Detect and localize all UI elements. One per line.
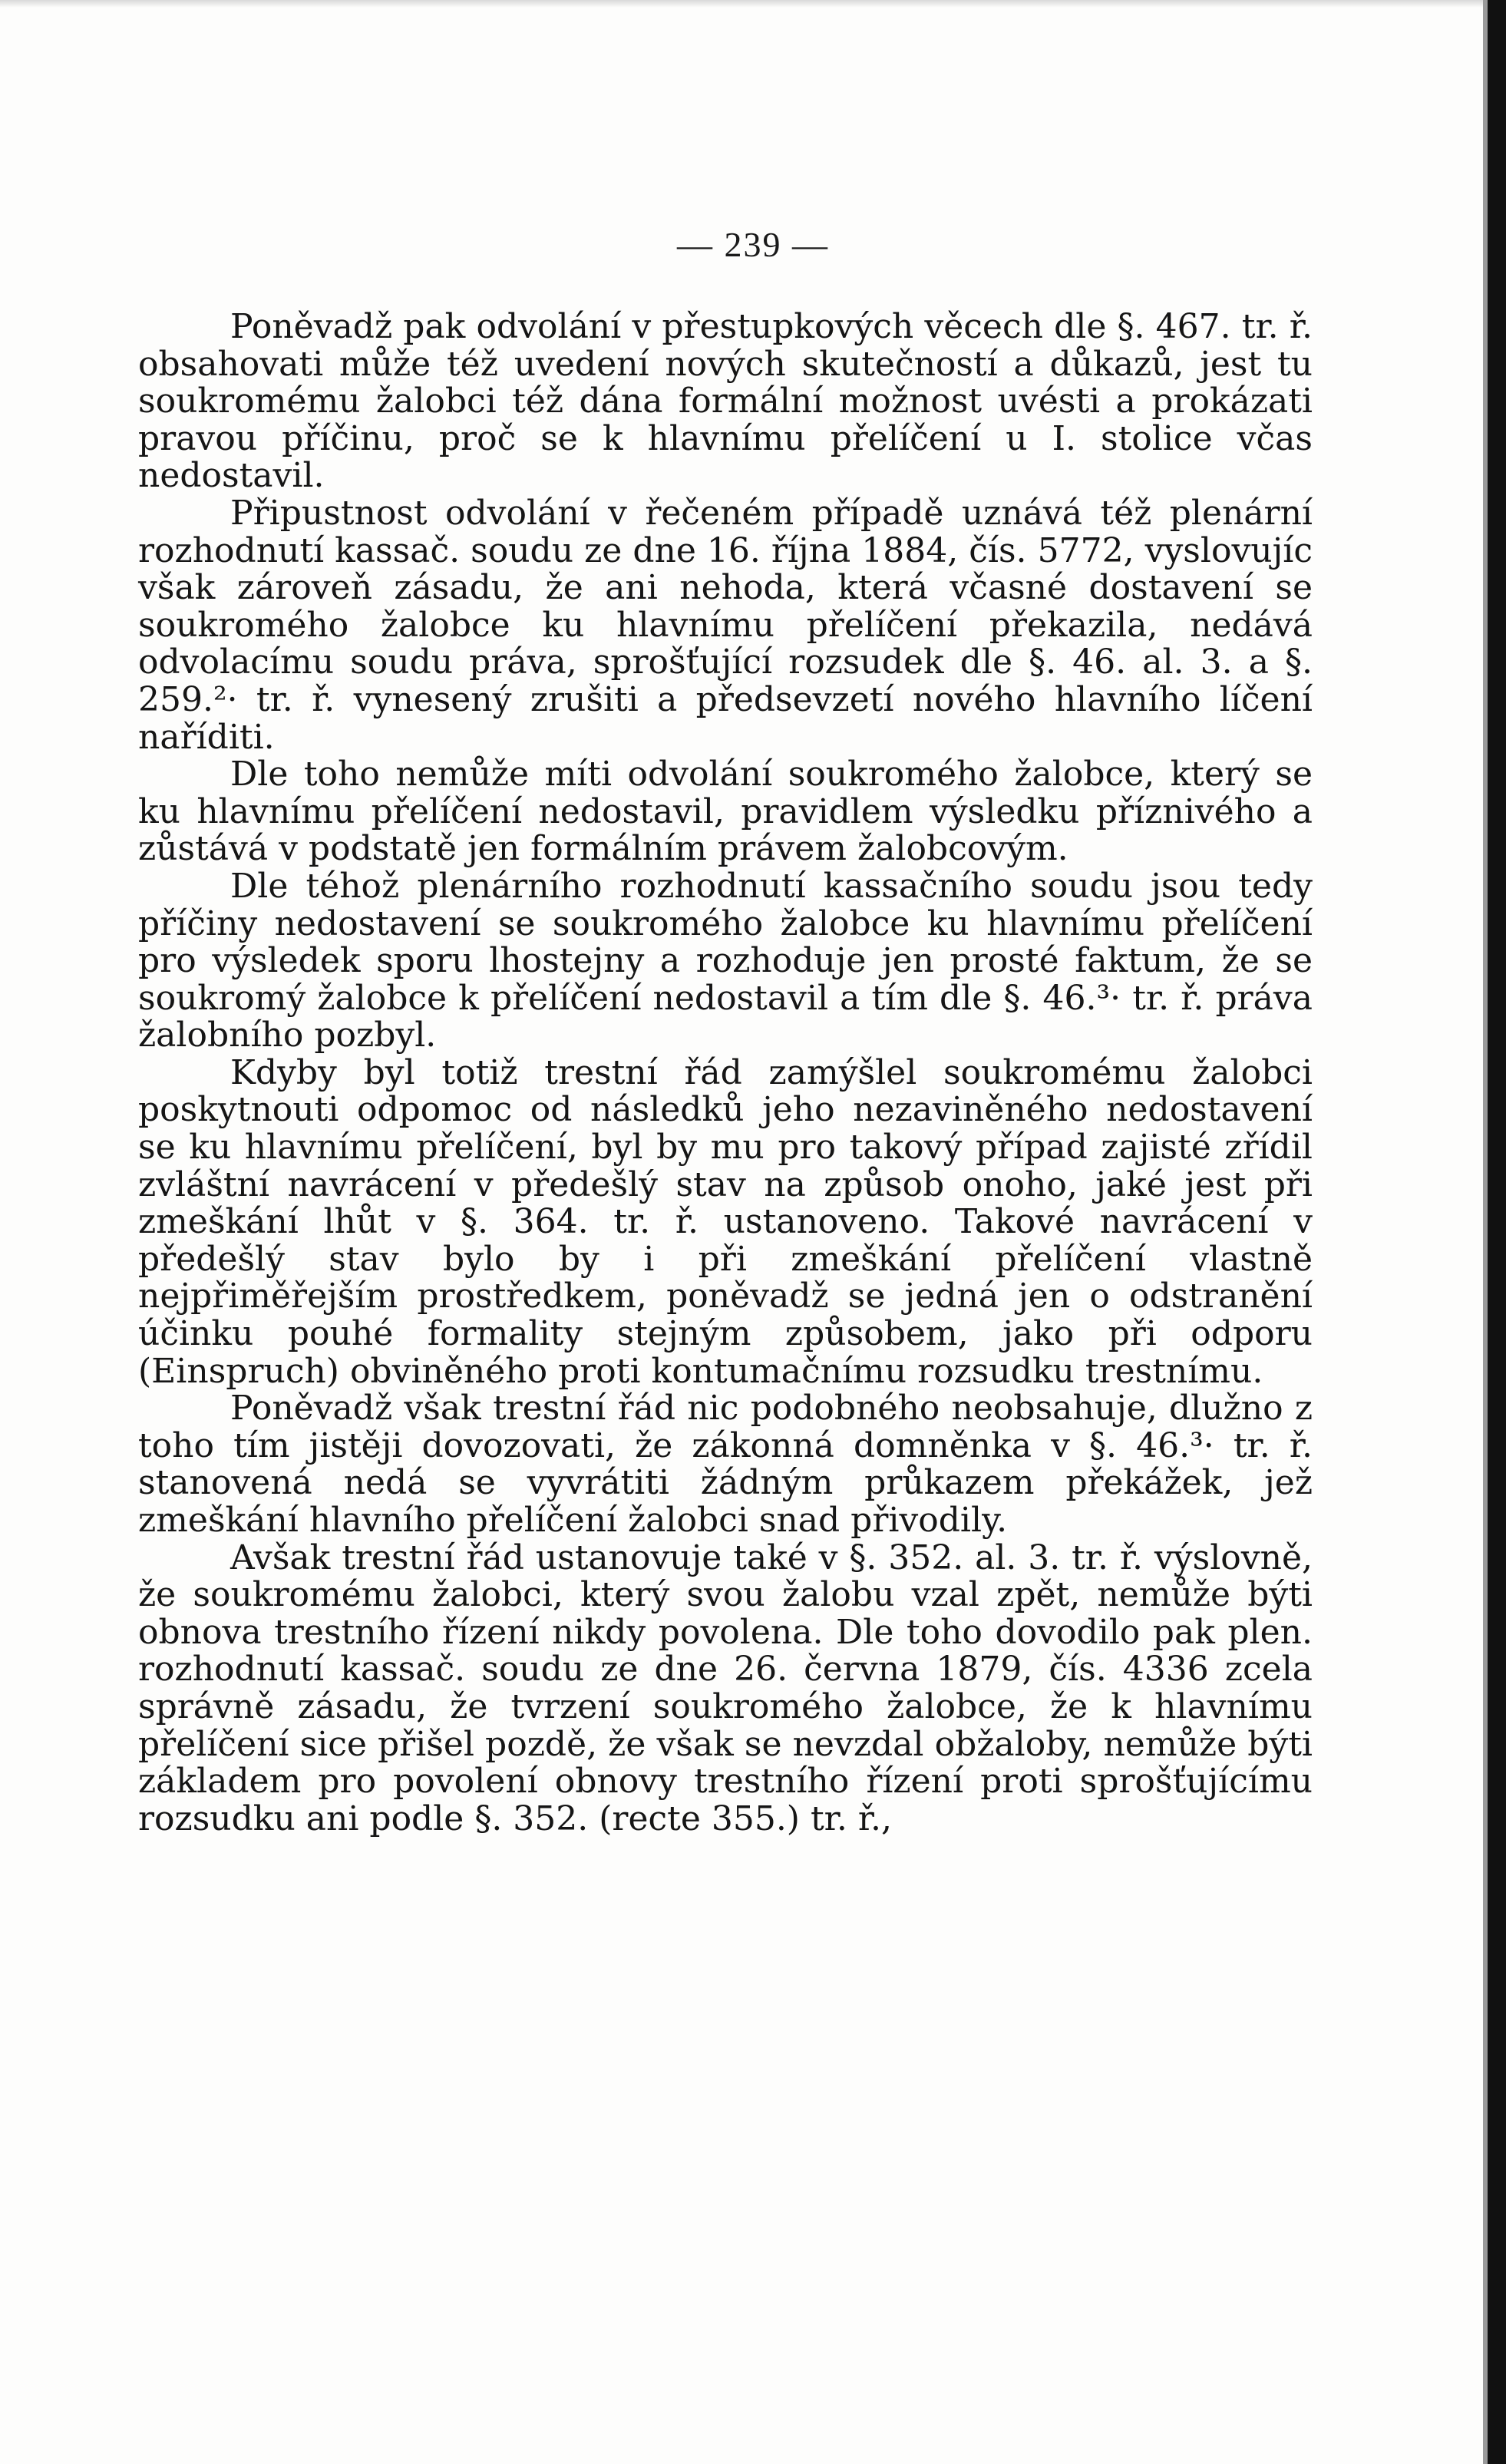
paragraph-7: Avšak trestní řád ustanovuje také v §. 352. al. 3. tr. ř. výslovně, že soukromému žalobci, který svou žalobu vzal zpět, nemůže býti obnova trestního řízení nikdy povolena. Dle toho dovodilo pak plen. rozhodnutí kassač. soudu ze dne 26. června 1879, čís. 4336 zcela správně zásadu, že tvrzení soukromého žalobce, že k hlavnímu přelíčení sice přišel pozdě, že však se nevzdal obžaloby, nemůže býti základem pro povolení obnovy trestního řízení proti sprošťujícímu rozsudku ani podle §. 352. (recte 355.) tr. ř., (138, 1538, 1313, 1838)
paragraph-3: Dle toho nemůže míti odvolání soukromého žalobce, který se ku hlavnímu přelíčení nedostavil, pravidlem výsledku příznivého a zůstává v podstatě jen formálním právem žalobcovým. (138, 755, 1313, 869)
paragraph-2: Připustnost odvolání v řečeném případě uznává též plenární rozhodnutí kassač. soudu ze dne 16. října 1884, čís. 5772, vyslovujíc však zároveň zásadu, že ani nehoda, která včasné dostavení se soukromého žalobce ku hlavnímu přelíčení překazila, nedává odvolacímu soudu práva, sprošťující rozsudek dle §. 46. al. 3. a §. 259.²· tr. ř. vynesený zrušiti a předsevzetí nového hlavního líčení naříditi. (138, 493, 1313, 757)
paragraph-4: Dle téhož plenárního rozhodnutí kassačního soudu jsou tedy příčiny nedostavení se soukromého žalobce ku hlavnímu přelíčení pro výsledek sporu lhostejny a rozhoduje jen prosté faktum, že se soukromý žalobce k přelíčení nedostavil a tím dle §. 46.³· tr. ř. práva žalobního pozbyl. (138, 866, 1313, 1055)
paragraph-1: Poněvadž pak odvolání v přestupkových věcech dle §. 467. tr. ř. obsahovati může též uvedení nových skutečností a důkazů, jest tu soukromému žalobci též dána formální možnost uvésti a prokázati pravou příčinu, proč se k hlavnímu přelíčení u I. stolice včas nedostavil. (138, 307, 1313, 496)
scan-top-shadow (0, 0, 1506, 8)
page-number: — 239 — (677, 225, 829, 264)
scan-right-border (1488, 0, 1506, 2464)
paragraph-6: Poněvadž však trestní řád nic podobného neobsahuje, dlužno z toho tím jistěji dovozovati, že zákonná domněnka v §. 46.³· tr. ř. stanovená nedá se vyvrátiti žádným průkazem překážek, jež zmeškání hlavního přelíčení žalobci snad přivodily. (138, 1389, 1313, 1540)
body-text (138, 309, 1313, 1838)
paragraph-5: Kdyby byl totiž trestní řád zamýšlel soukromému žalobci poskytnouti odpomoc od následků jeho nezaviněného nedostavení se ku hlavnímu přelíčení, byl by mu pro takový případ zajisté zřídil zvláštní navrácení v předešlý stav na způsob onoho, jaké jest při zmeškání lhůt v §. 364. tr. ř. ustanoveno. Takové navrácení v předešlý stav bylo by i při zmeškání přelíčení vlastně nejpřiměřejším prostředkem, poněvadž se jedná jen o odstranění účinku pouhé formality stejným způsobem, jako při odporu (Einspruch) obviněného proti kontumačnímu rozsudku trestnímu. (138, 1052, 1313, 1391)
